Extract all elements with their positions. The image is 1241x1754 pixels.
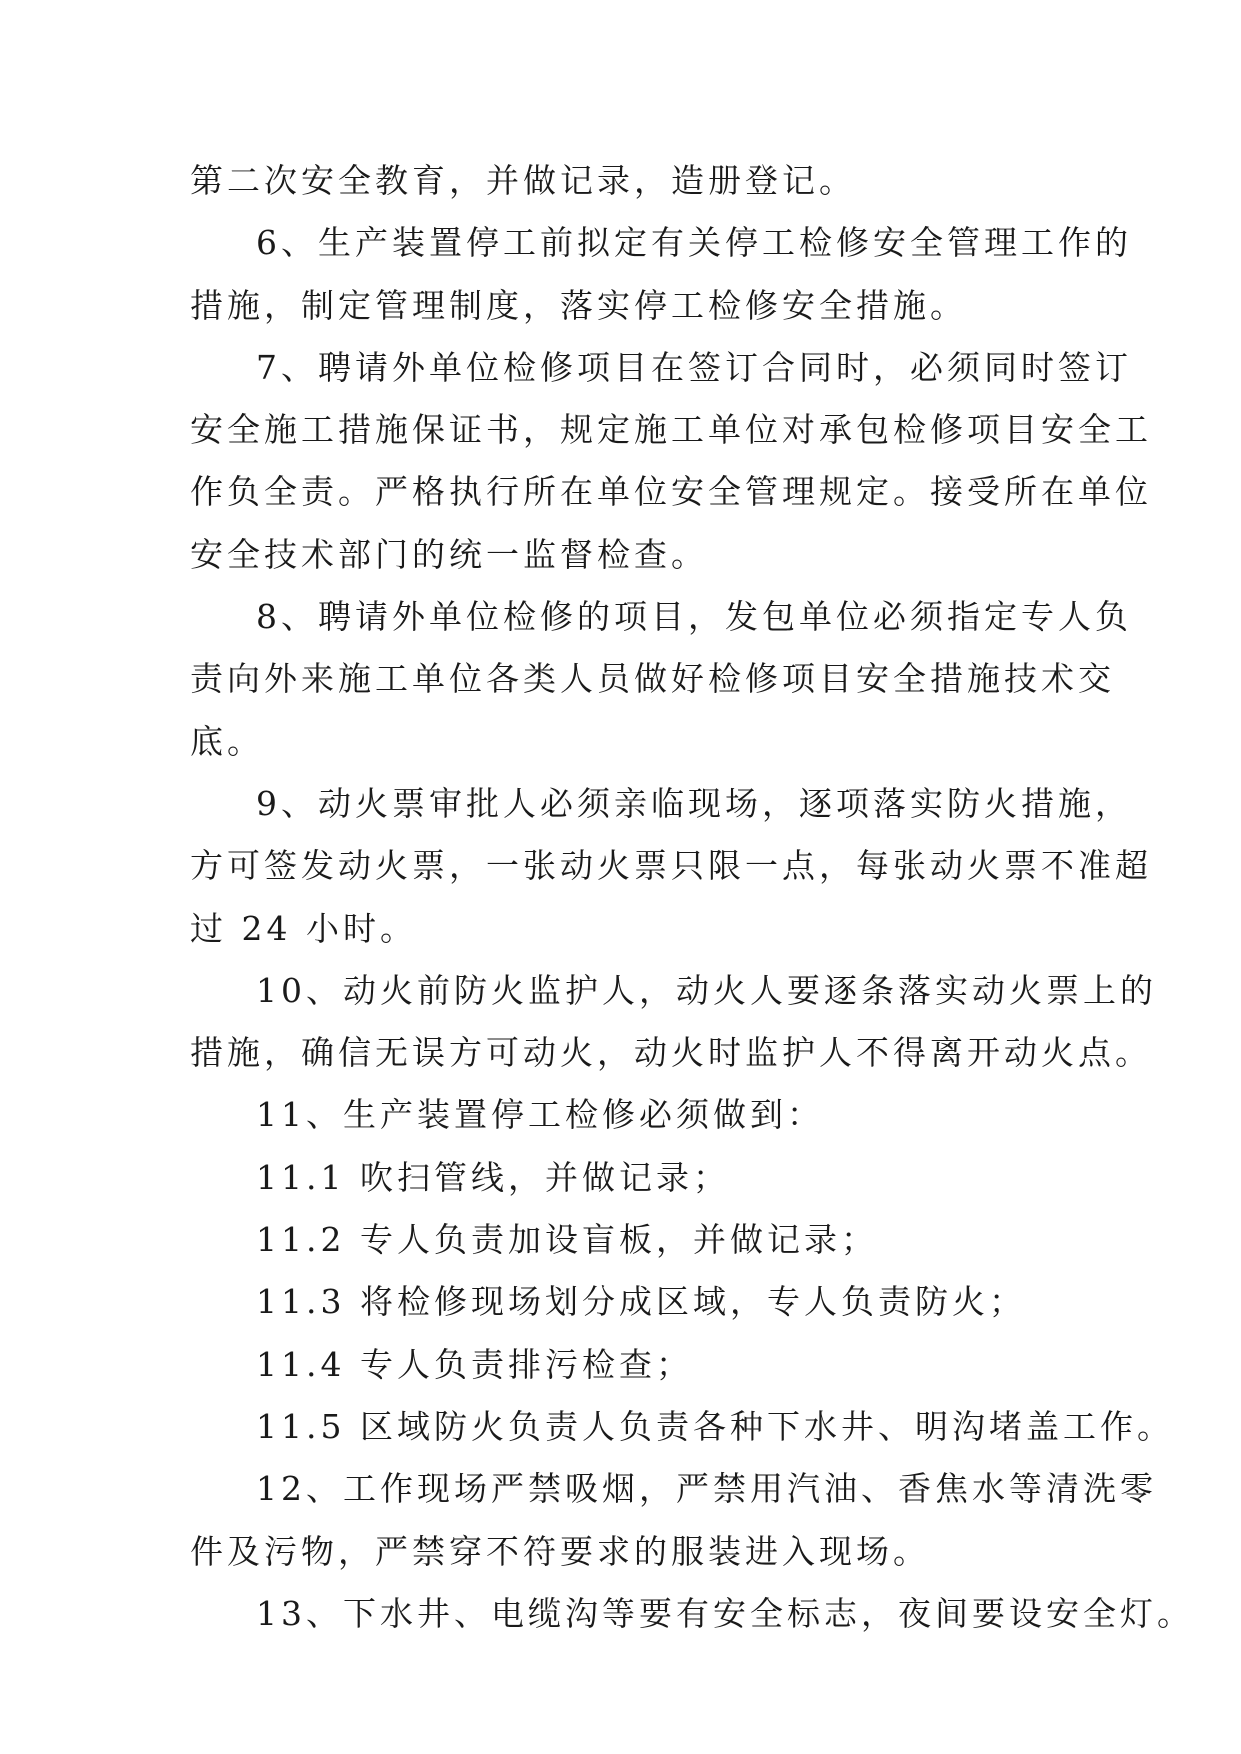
text-line: 10、动火前防火监护人，动火人要逐条落实动火票上的 bbox=[256, 970, 1157, 1010]
text-line: 11.3 将检修现场划分成区域，专人负责防火； bbox=[256, 1282, 1026, 1322]
text-line: 安全施工措施保证书，规定施工单位对承包检修项目安全工 bbox=[190, 410, 1152, 450]
text-line: 6、生产装置停工前拟定有关停工检修安全管理工作的 bbox=[256, 223, 1132, 263]
text-line: 11.2 专人负责加设盲板，并做记录； bbox=[256, 1220, 878, 1260]
text-line: 8、聘请外单位检修的项目，发包单位必须指定专人负 bbox=[256, 597, 1132, 637]
text-line: 11.4 专人负责排污检查； bbox=[256, 1344, 693, 1384]
text-line: 措施，确信无误方可动火，动火时监护人不得离开动火点。 bbox=[190, 1033, 1152, 1073]
text-line: 措施，制定管理制度，落实停工检修安全措施。 bbox=[190, 285, 967, 325]
text-line: 责向外来施工单位各类人员做好检修项目安全措施技术交 bbox=[190, 659, 1115, 699]
text-line: 安全技术部门的统一监督检查。 bbox=[190, 534, 708, 574]
text-line: 过 24 小时。 bbox=[190, 908, 417, 948]
text-line: 7、聘请外单位检修项目在签订合同时，必须同时签订 bbox=[256, 347, 1132, 387]
text-line: 11.1 吹扫管线，并做记录； bbox=[256, 1157, 730, 1197]
text-line: 11.5 区域防火负责人负责各种下水井、明沟堵盖工作。 bbox=[256, 1406, 1174, 1446]
text-line: 12、工作现场严禁吸烟，严禁用汽油、香焦水等清洗零 bbox=[256, 1469, 1157, 1509]
text-line: 13、下水井、电缆沟等要有安全标志，夜间要设安全灯。 bbox=[256, 1593, 1194, 1633]
text-line: 11、生产装置停工检修必须做到： bbox=[256, 1095, 824, 1135]
text-line: 第二次安全教育，并做记录，造册登记。 bbox=[190, 161, 856, 200]
text-line: 作负全责。严格执行所在单位安全管理规定。接受所在单位 bbox=[190, 472, 1152, 512]
text-line: 9、动火票审批人必须亲临现场，逐项落实防火措施， bbox=[256, 783, 1132, 823]
text-line: 底。 bbox=[190, 721, 264, 761]
text-line: 件及污物，严禁穿不符要求的服装进入现场。 bbox=[190, 1531, 930, 1571]
document-body bbox=[190, 150, 1194, 1645]
text-line: 方可签发动火票，一张动火票只限一点，每张动火票不准超 bbox=[190, 846, 1152, 886]
